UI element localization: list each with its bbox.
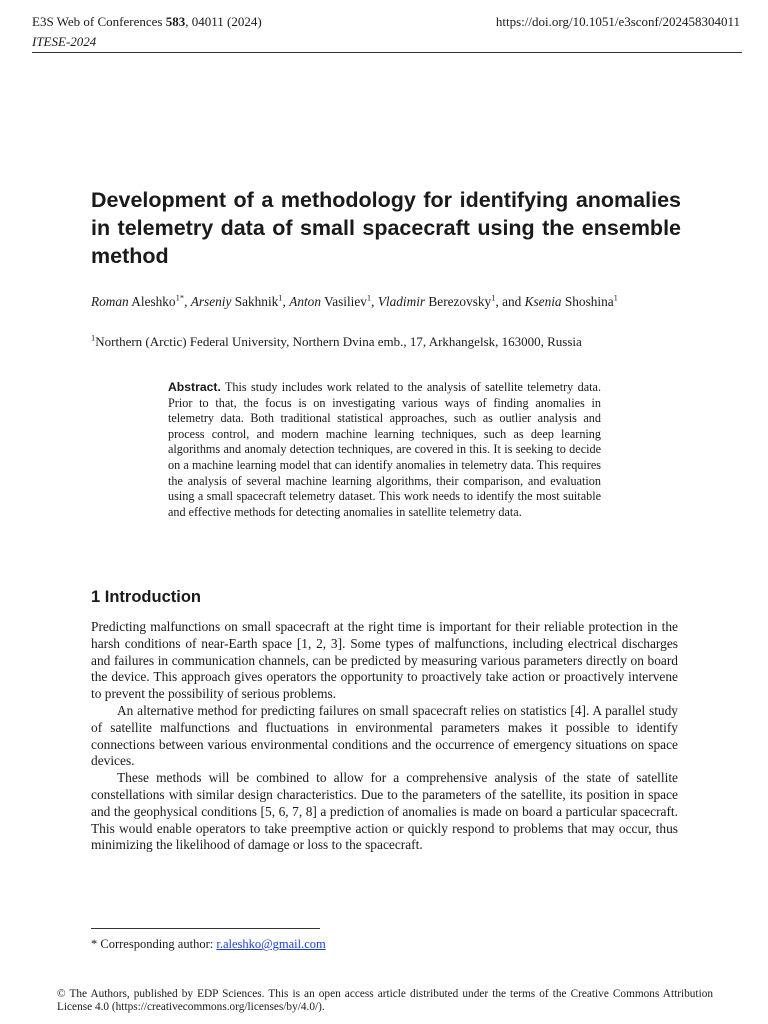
author-given-name: Anton xyxy=(289,294,321,309)
doi-link[interactable]: https://doi.org/10.1051/e3sconf/202458304011 xyxy=(495,14,740,29)
author-affiliation-mark: 1* xyxy=(175,292,185,303)
author-family-name: Berezovsky xyxy=(428,294,492,309)
footnote-label: * Corresponding author: xyxy=(91,937,217,951)
author-given-name: Arseniy xyxy=(190,294,232,309)
abstract-text: This study includes work related to the analysis of satellite telemetry data. Prior to that, the focus is on investigating various ways of finding anomalies in telemetry data. Both traditional statistical approaches, such as outlier analysis and process control, and modern machine learning techniques, such as deep learning algorithms and anomaly detection techniques, are covered in this. It is seeking to decide on a machine learning model that can identify anomalies in telemetry data. This requires the analysis of several machine learning algorithms, their comparison, and evaluation using a small spacecraft telemetry dataset. This work needs to identify the most suitable and effective methods for detecting anomalies in satellite telemetry data. xyxy=(168,380,601,519)
author-family-name: Aleshko xyxy=(131,294,176,309)
author-affiliation-mark: 1 xyxy=(278,292,283,303)
author-given-name: Vladimir xyxy=(377,294,426,309)
running-header-left xyxy=(32,12,262,52)
section-heading: 1 Introduction xyxy=(91,588,201,606)
author-given-name: Roman xyxy=(91,294,129,309)
license-notice: © The Authors, published by EDP Sciences. This is an open access article distributed under the terms of the Creative Commons Attribution License 4.0 (https://creativecommons.org/licenses/by/4.0/). xyxy=(57,988,713,1013)
footnote-rule xyxy=(91,928,320,929)
affiliation xyxy=(91,333,681,351)
abstract xyxy=(168,380,601,520)
volume-number: 583 xyxy=(165,14,186,29)
conference-name: ITESE-2024 xyxy=(32,34,97,49)
author-family-name: Shoshina xyxy=(564,294,614,309)
affiliation-text: Northern (Arctic) Federal University, Northern Dvina emb., 17, Arkhangelsk, 163000, Russia xyxy=(95,334,582,349)
paragraph: Predicting malfunctions on small spacecraft at the right time is important for their reliable protection in the harsh conditions of near-Earth space [1, 2, 3]. Some types of malfunctions, including electrical discharges and failures in communication channels, can be predicted by measuring various parameters directly on board the device. This approach gives operators the opportunity to proactively take action or proactively intervene to prevent the possibility of serious problems. xyxy=(91,619,678,702)
journal-citation: E3S Web of Conferences 583, 04011 (2024) xyxy=(32,14,262,29)
author-affiliation-mark: 1 xyxy=(491,292,496,303)
author-list: Roman Aleshko$^{1*}$, Arseniy Sakhnik$^1$, Anton Vasiliev$^1$, Vladimir Berezovsky$^1$, and Ksenia Shoshina$^1$ xyxy=(91,292,618,309)
author-given-name: Ksenia xyxy=(524,294,562,309)
author-email-link[interactable]: r.aleshko@gmail.com xyxy=(216,937,326,951)
header-rule xyxy=(32,52,742,53)
paragraph: These methods will be combined to allow for a comprehensive analysis of the state of satellite constellations with similar design characteristics. Due to the parameters of the satellite, its position in space and the geophysical conditions [5, 6, 7, 8] a prediction of anomalies is made on board a particular spacecraft. This would enable operators to take preemptive action or quickly respond to problems that may occur, thus minimizing the likelihood of damage or loss to the spacecraft. xyxy=(91,770,678,853)
abstract-label: Abstract. xyxy=(168,380,221,394)
author-family-name: Sakhnik xyxy=(234,294,279,309)
section-body xyxy=(91,619,678,854)
author-family-name: Vasiliev xyxy=(324,294,367,309)
paragraph: An alternative method for predicting failures on small spacecraft relies on statistics [4]. A parallel study of satellite malfunctions and fluctuations in environmental parameters makes it possible to identify connections between various environmental conditions and the occurrence of emergency situations on space devices. xyxy=(91,702,678,769)
author-affiliation-mark: 1 xyxy=(613,292,618,303)
paper-title: Development of a methodology for identifying anomalies in telemetry data of small spacecraft using the ensemble method xyxy=(91,188,681,268)
author-affiliation-mark: 1 xyxy=(366,292,372,303)
affiliation-mark: 1 xyxy=(91,332,96,343)
corresponding-author-footnote xyxy=(91,936,326,952)
